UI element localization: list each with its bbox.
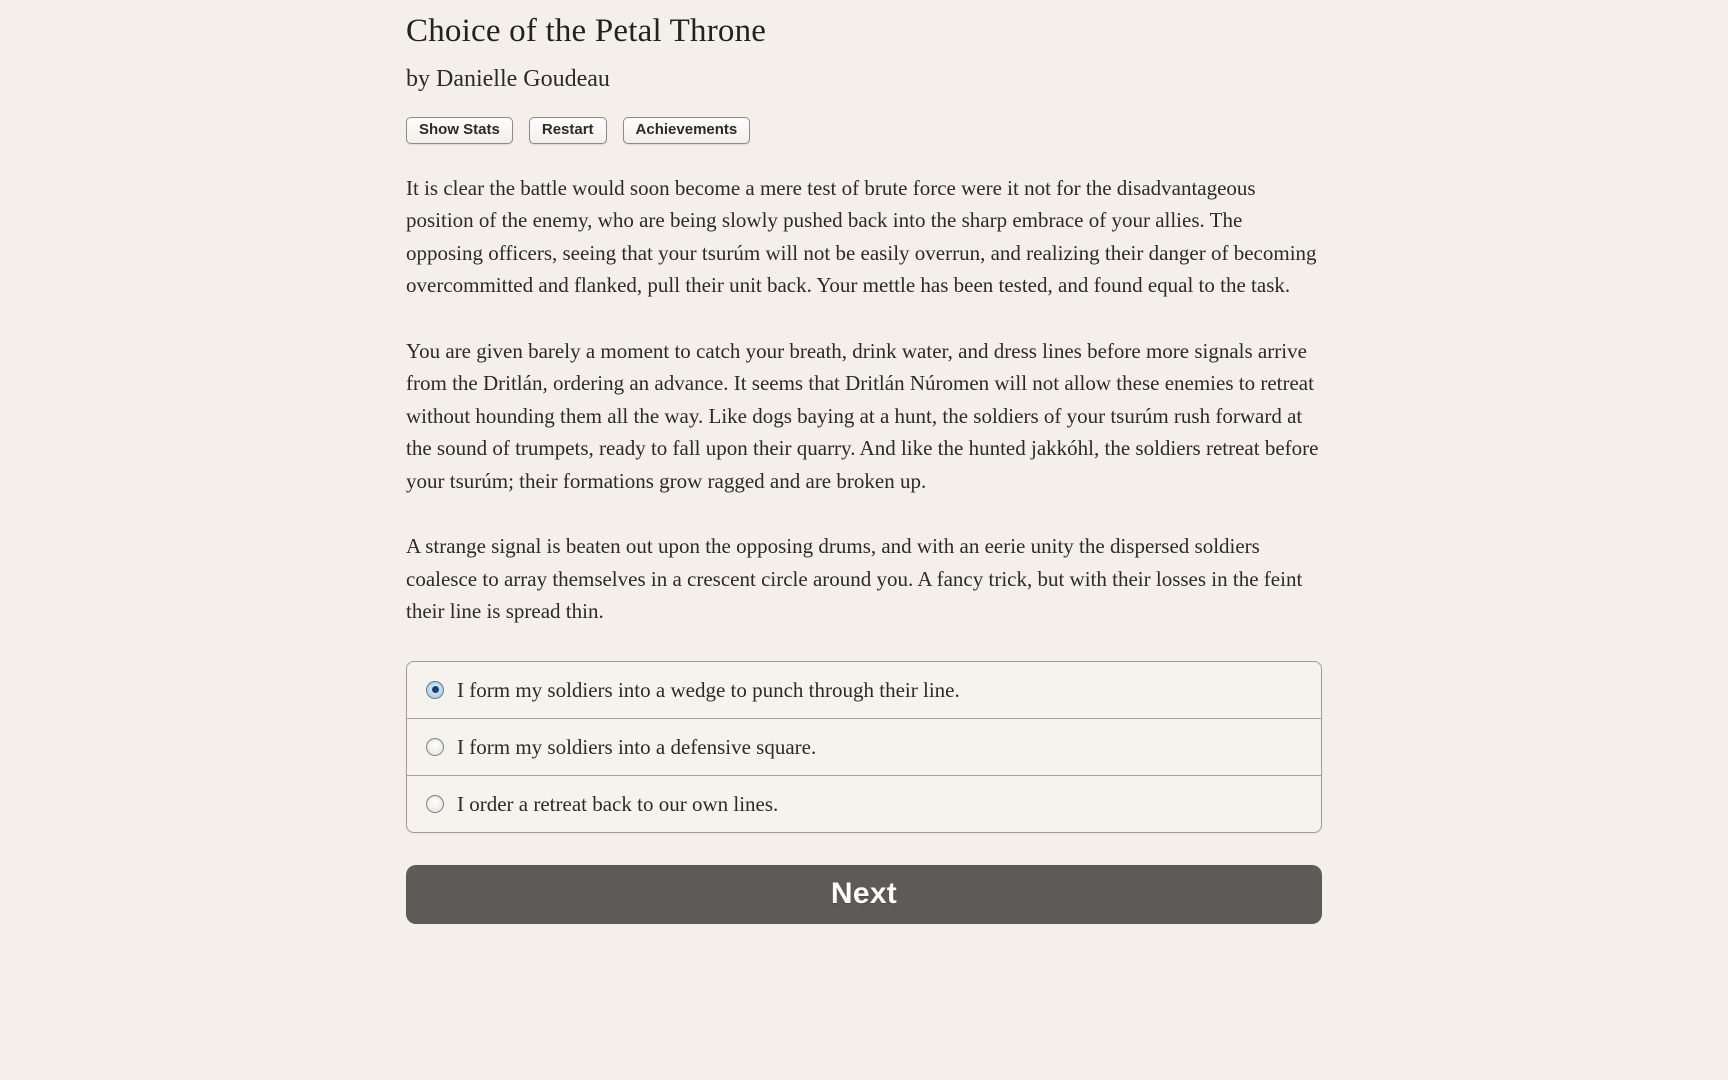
- choice-option-wedge[interactable]: [407, 662, 1321, 718]
- choice-option-label[interactable]: I form my soldiers into a wedge to punch through their line.: [457, 677, 960, 702]
- byline: by Danielle Goudeau: [406, 65, 610, 92]
- toolbar: [406, 117, 1322, 144]
- radio-button-icon[interactable]: [426, 738, 444, 756]
- radio-button-icon[interactable]: [426, 795, 444, 813]
- achievements-button[interactable]: Achievements: [623, 117, 751, 144]
- story-paragraph: It is clear the battle would soon become a mere test of brute force were it not for the disadvantageous position of the enemy, who are being slowly pushed back into the sharp embrace of your allies. The opposing officers, seeing that your tsurúm will not be easily overrun, and realizing their danger of becoming overcommitted and flanked, pull their unit back. Your mettle has been tested, and found equal to the task.: [406, 175, 1317, 298]
- choice-list: [406, 661, 1322, 833]
- story-text: [406, 172, 1322, 628]
- radio-button-icon[interactable]: [426, 681, 444, 699]
- choice-option-defensive-square[interactable]: [407, 718, 1321, 775]
- page-title: Choice of the Petal Throne: [406, 13, 767, 49]
- choice-option-retreat[interactable]: [407, 775, 1321, 832]
- choice-option-label[interactable]: I form my soldiers into a defensive square.: [457, 734, 817, 759]
- game-page: [406, 0, 1322, 924]
- story-paragraph: You are given barely a moment to catch your breath, drink water, and dress lines before more signals arrive from the Dritlán, ordering an advance. It seems that Dritlán Núromen will not allow these enemies to retreat without hounding them all the way. Like dogs baying at a hunt, the soldiers of your tsurúm rush forward at the sound of trumpets, ready to fall upon their quarry. And like the hunted jakkóhl, the soldiers retreat before your tsurúm; their formations grow ragged and are broken up.: [406, 338, 1319, 493]
- restart-button[interactable]: Restart: [529, 117, 607, 144]
- story-paragraph: A strange signal is beaten out upon the opposing drums, and with an eerie unity the dispersed soldiers coalesce to array themselves in a crescent circle around you. A fancy trick, but with their losses in the feint their line is spread thin.: [406, 534, 1303, 624]
- next-button[interactable]: Next: [406, 865, 1322, 924]
- show-stats-button[interactable]: Show Stats: [406, 117, 513, 144]
- choice-option-label[interactable]: I order a retreat back to our own lines.: [457, 791, 779, 816]
